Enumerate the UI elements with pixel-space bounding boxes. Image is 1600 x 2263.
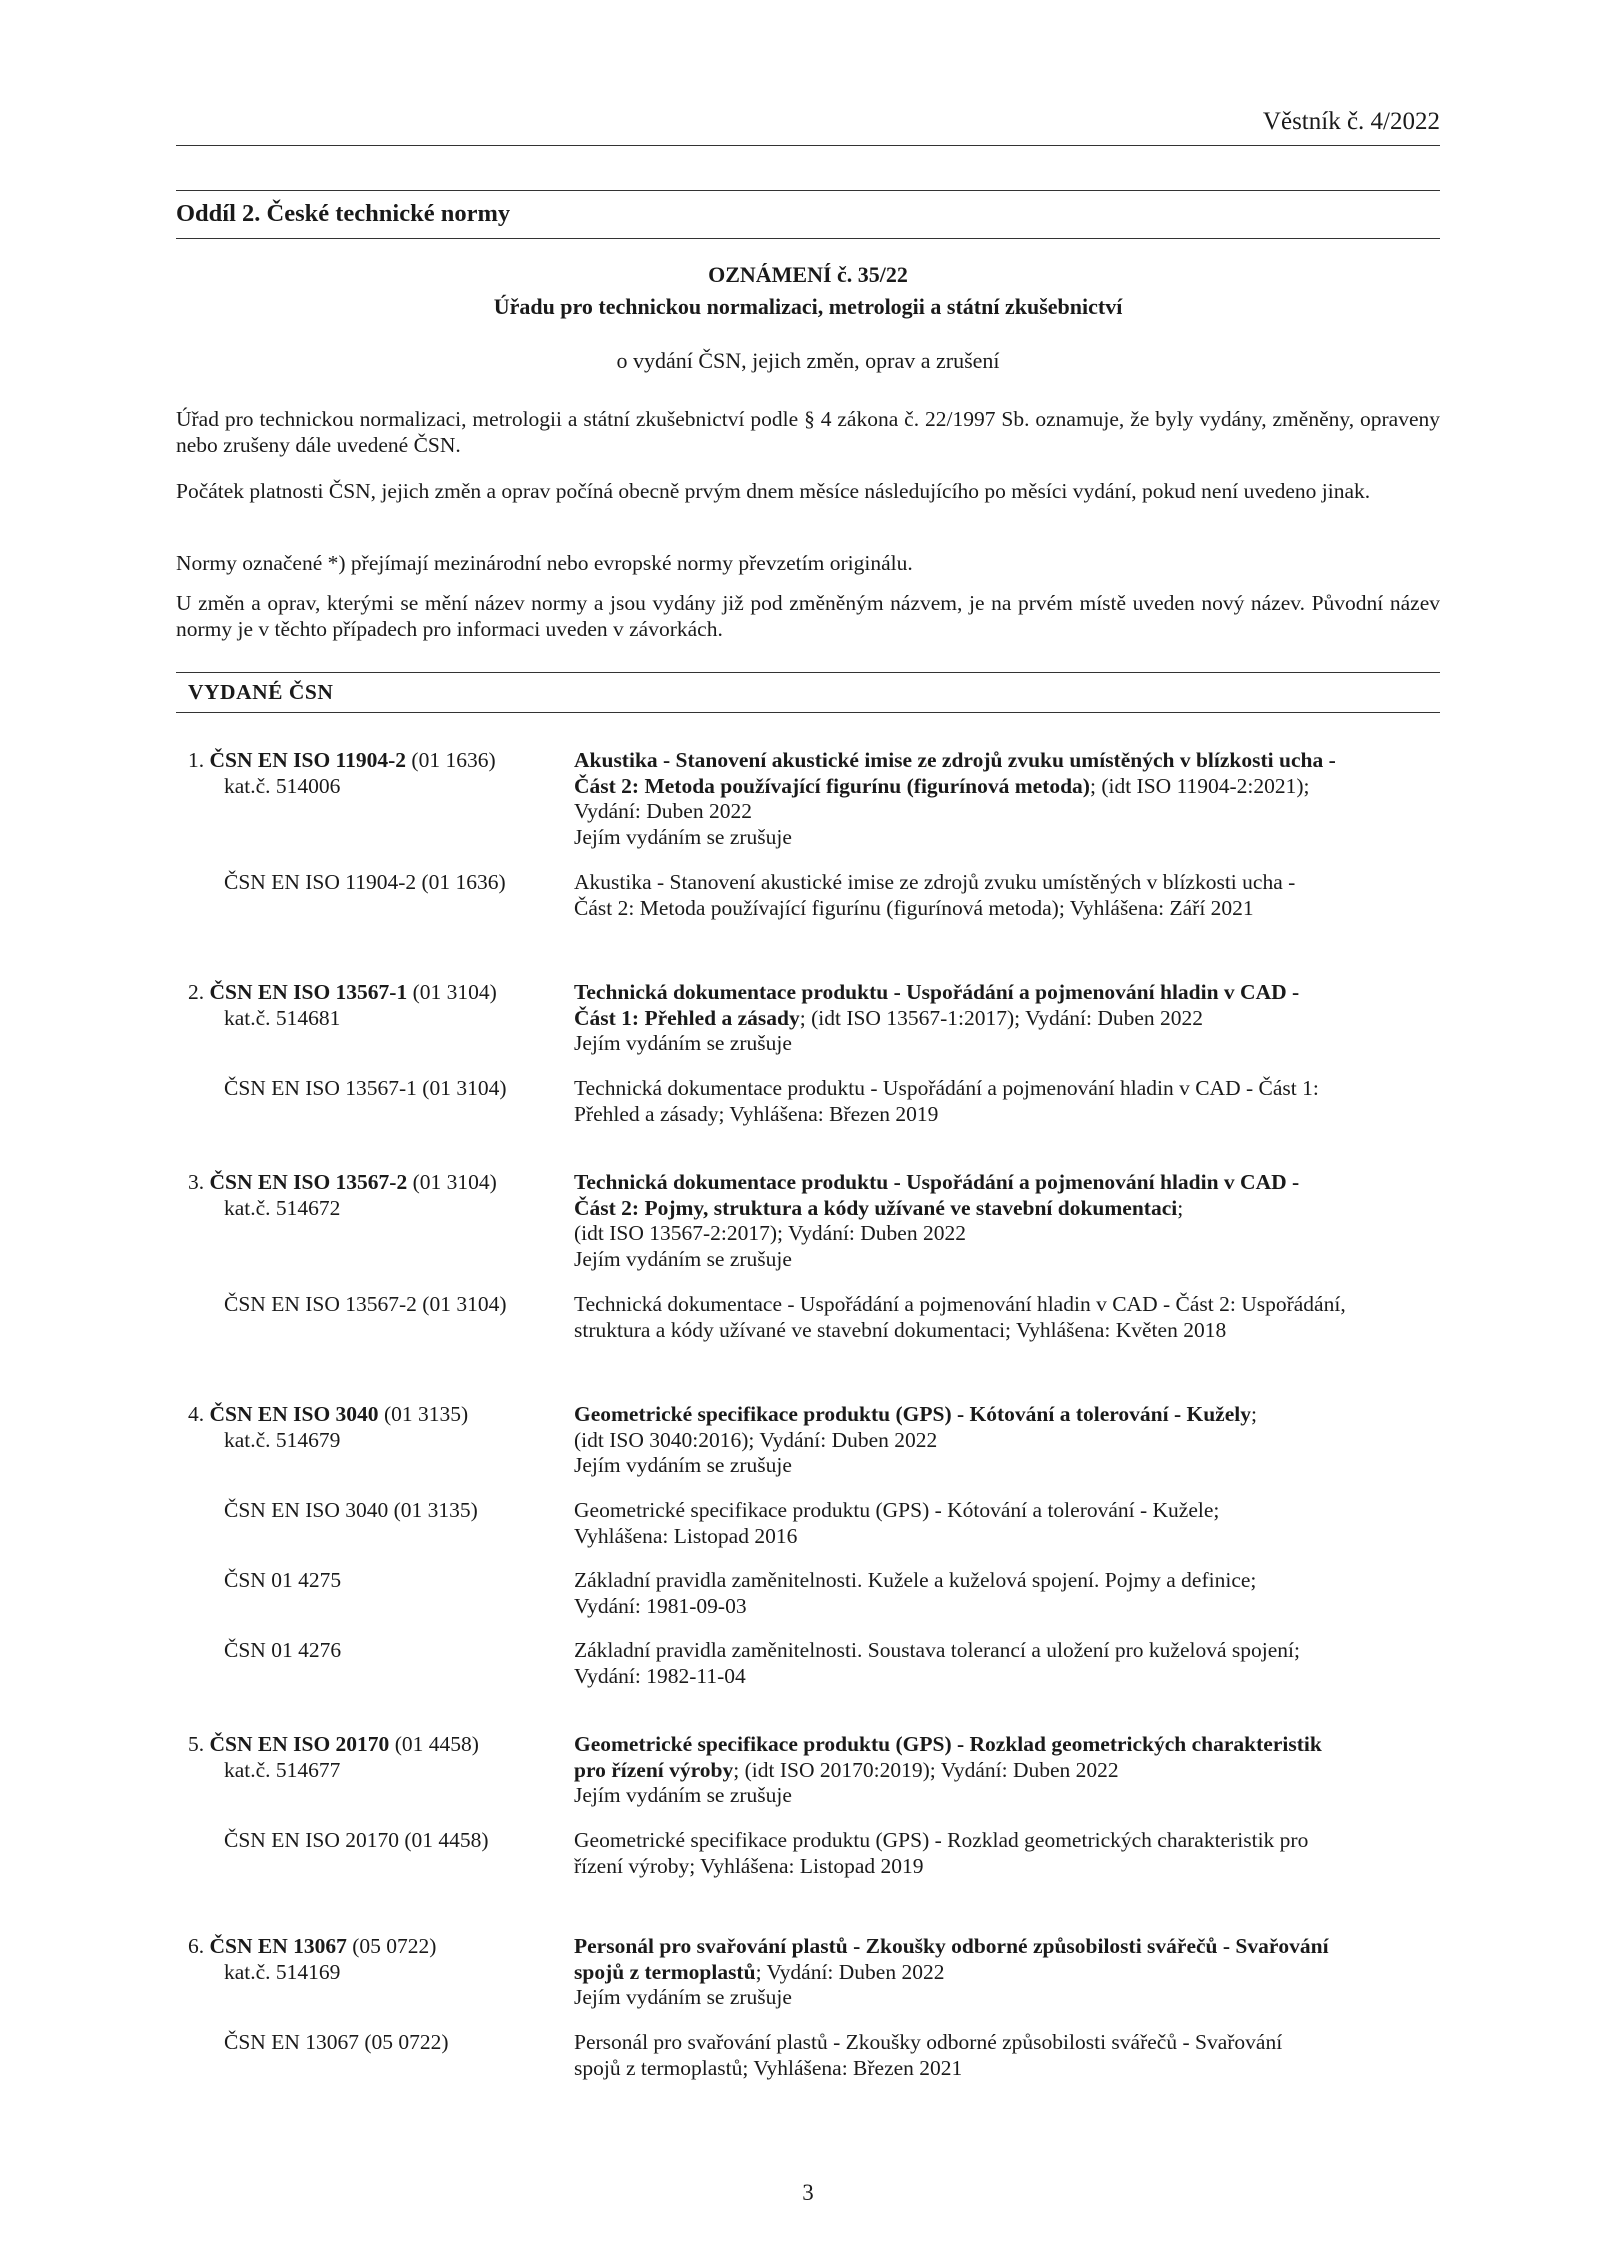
vydane-rule-top (176, 672, 1440, 673)
bulletin-header: Věstník č. 4/2022 (1262, 108, 1440, 135)
notice-title: OZNÁMENÍ č. 35/22 (708, 262, 908, 287)
notice-subject: o vydání ČSN, jejich změn, oprav a zrušení (616, 348, 1000, 373)
vydane-heading: VYDANÉ ČSN (188, 680, 334, 704)
catalog-number: kat.č. 514169 (224, 1959, 341, 1984)
intro-paragraph: Úřad pro technickou normalizaci, metrologii a státní zkušebnictví podle § 4 zákona č. 22/1997 Sb. oznamuje, že byly vydány, změněny, opraveny nebo zrušeny dále uvedené ČSN. (176, 407, 1440, 457)
page-number: 3 (802, 2180, 814, 2205)
entry-code: 3. ČSN EN ISO 13567-2 (01 3104) kat.č. 514672 (188, 1170, 548, 1221)
entry-title: Personál pro svařování plastů - Zkoušky odborné způsobilosti svářečů - Svařování spojů z termoplastů; Vydání: Duben 2022 Jejím vydáním se zrušuje (574, 1934, 1329, 2009)
catalog-number: kat.č. 514677 (224, 1757, 341, 1782)
section-title: Oddíl 2. České technické normy (176, 200, 511, 227)
catalog-number: kat.č. 514672 (224, 1195, 341, 1220)
entry-code: 4. ČSN EN ISO 3040 (01 3135) kat.č. 514679 (188, 1402, 548, 1453)
catalog-number: kat.č. 514681 (224, 1005, 341, 1030)
validity-paragraph: Počátek platnosti ČSN, jejich změn a oprav počíná obecně prvým dnem měsíce následujícího po měsíci vydání, pokud není uvedeno jinak. (176, 479, 1371, 503)
catalog-number: kat.č. 514679 (224, 1427, 341, 1452)
header-rule (176, 145, 1440, 146)
catalog-number: kat.č. 514006 (224, 773, 341, 798)
section-rule-top (176, 190, 1440, 191)
amendments-paragraph: U změn a oprav, kterými se mění název normy a jsou vydány již pod změněným názvem, je na prvém místě uveden nový název. Původní název normy je v těchto případech pro informaci uveden v závorkách. (176, 591, 1440, 641)
entry-code: 5. ČSN EN ISO 20170 (01 4458) kat.č. 514677 (188, 1732, 548, 1783)
entry-code: 6. ČSN EN 13067 (05 0722) kat.č. 514169 (188, 1934, 548, 1985)
entry-code: 1. ČSN EN ISO 11904-2 (01 1636) kat.č. 514006 (188, 748, 548, 799)
adoption-paragraph: Normy označené *) přejímají mezinárodní nebo evropské normy převzetím originálu. (176, 551, 913, 575)
entry-title: Geometrické specifikace produktu (GPS) - Rozklad geometrických charakteristik pro řízení výroby; (idt ISO 20170:2019); Vydání: Duben 2022 Jejím vydáním se zrušuje (574, 1732, 1322, 1807)
notice-issuer: Úřadu pro technickou normalizaci, metrologii a státní zkušebnictví (493, 294, 1123, 319)
entry-code: 2. ČSN EN ISO 13567-1 (01 3104) kat.č. 514681 (188, 980, 548, 1031)
entry-title: Technická dokumentace produktu - Uspořádání a pojmenování hladin v CAD - Část 2: Pojmy, struktura a kódy užívané ve stavební dokumentaci; (idt ISO 13567-2:2017); Vydání: Duben 2022 Jejím vydáním se zrušuje (574, 1170, 1300, 1271)
entry-title: Technická dokumentace produktu - Uspořádání a pojmenování hladin v CAD - Část 1: Přehled a zásady; (idt ISO 13567-1:2017); Vydání: Duben 2022 Jejím vydáním se zrušuje (574, 980, 1300, 1055)
vydane-rule-bottom (176, 712, 1440, 713)
section-rule-bottom (176, 238, 1440, 239)
entry-title: Akustika - Stanovení akustické imise ze zdrojů zvuku umístěných v blízkosti ucha - Část 2: Metoda používající figurínu (figurínová metoda); (idt ISO 11904-2:2021); Vydání: Duben 2022 Jejím vydáním se zrušuje (574, 748, 1336, 849)
entry-title: Geometrické specifikace produktu (GPS) - Kótování a tolerování - Kužely; (idt ISO 3040:2016); Vydání: Duben 2022 Jejím vydáním se zrušuje (574, 1402, 1257, 1477)
